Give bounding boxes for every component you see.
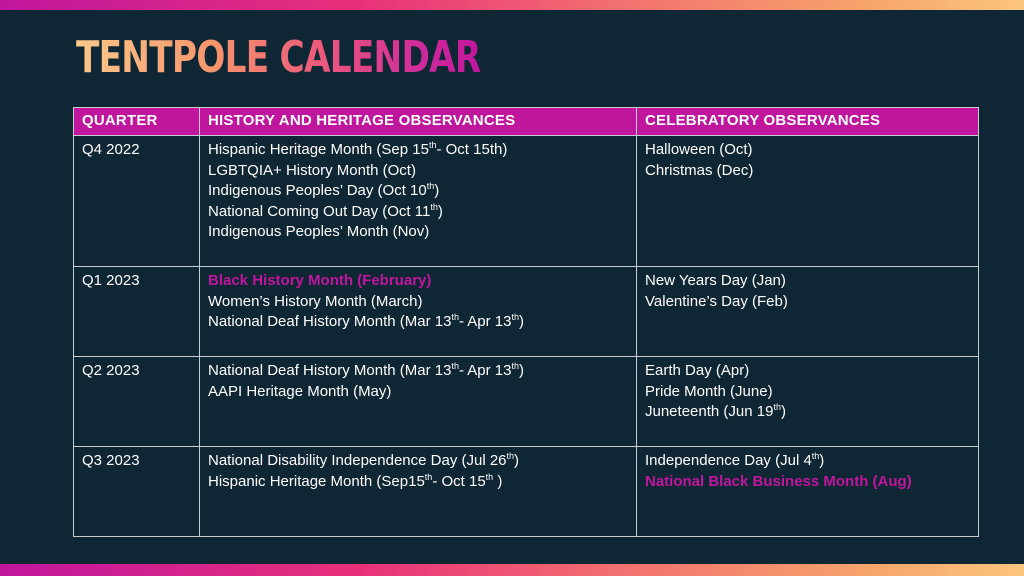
observance-text: Halloween (Oct) <box>645 141 753 158</box>
table-row <box>74 267 979 357</box>
quarter-cell: Q4 2022 <box>74 136 200 267</box>
table-row <box>74 136 979 267</box>
observance-text: ) <box>437 202 443 220</box>
observance-text: - Oct 15th) <box>436 141 508 158</box>
observance-item <box>208 312 628 333</box>
observance-item <box>645 382 970 403</box>
observance-text: Hispanic Heritage Month (Sep 15 <box>208 141 429 158</box>
observance-text: Pride Month (June) <box>645 382 773 400</box>
observance-text: Hispanic Heritage Month (Sep15 <box>208 472 425 490</box>
observance-item <box>645 161 970 182</box>
observance-text: New Years Day (Jan) <box>645 272 786 289</box>
history-cell <box>200 267 637 357</box>
ordinal-suffix: th <box>428 140 437 150</box>
observance-item <box>208 382 628 403</box>
ordinal-suffix: th <box>811 451 820 461</box>
observance-item <box>645 140 970 161</box>
observance-item <box>208 202 628 223</box>
observance-item <box>208 451 628 472</box>
observance-text: Earth Day (Apr) <box>645 362 750 379</box>
ordinal-suffix: th <box>430 201 438 212</box>
page-title: TENTPOLE CALENDAR <box>76 22 481 94</box>
celebratory-cell <box>637 136 979 267</box>
observance-item <box>645 451 970 472</box>
observance-text: ) <box>519 362 524 379</box>
observance-item <box>208 472 628 493</box>
observance-item <box>645 361 970 382</box>
observance-text: Indigenous Peoples’ Day (Oct 10 <box>208 182 427 199</box>
observance-item <box>208 361 628 382</box>
observance-item <box>645 292 970 313</box>
observance-text: Black History Month (February) <box>208 272 432 289</box>
celebratory-cell <box>637 267 979 357</box>
observance-text: ) <box>514 452 520 469</box>
table-row <box>74 357 979 447</box>
observance-text: ) <box>493 472 503 490</box>
observance-text: National Deaf History Month (Mar 13 <box>208 362 452 379</box>
table-row <box>74 447 979 537</box>
observance-item <box>208 292 628 313</box>
history-cell <box>200 447 637 537</box>
observance-text: ) <box>519 313 524 330</box>
observance-item <box>208 161 628 182</box>
ordinal-suffix: th <box>451 361 459 371</box>
quarter-cell: Q2 2023 <box>74 357 200 447</box>
ordinal-suffix: th <box>485 471 494 482</box>
observance-text: Indigenous Peoples’ Month (Nov) <box>208 223 430 240</box>
observance-text: ) <box>819 452 825 469</box>
observance-item <box>208 222 628 243</box>
ordinal-suffix: th <box>506 451 515 461</box>
history-cell <box>200 357 637 447</box>
observance-text: Independence Day (Jul 4 <box>645 452 812 469</box>
calendar-table <box>73 107 979 537</box>
observance-text: - Apr 13 <box>458 362 512 379</box>
observance-text: - Oct 15 <box>432 472 486 490</box>
header-history: HISTORY AND HERITAGE OBSERVANCES <box>200 108 637 136</box>
bottom-gradient-bar <box>0 564 1024 576</box>
header-celebratory: CELEBRATORY OBSERVANCES <box>637 108 979 136</box>
observance-text: LGBTQIA+ History Month (Oct) <box>208 161 416 179</box>
ordinal-suffix: th <box>511 361 519 371</box>
observance-text: Women’s History Month (March) <box>208 292 423 310</box>
ordinal-suffix: th <box>773 402 781 412</box>
observance-item <box>208 181 628 202</box>
observance-text: Juneteenth (Jun 19 <box>645 403 774 420</box>
observance-item <box>645 402 970 423</box>
observance-highlight <box>645 472 970 493</box>
observance-text: ) <box>780 403 786 420</box>
observance-text: ) <box>434 182 440 199</box>
quarter-cell: Q3 2023 <box>74 447 200 537</box>
celebratory-cell <box>637 447 979 537</box>
observance-text: National Deaf History Month (Mar 13 <box>208 313 452 330</box>
header-quarter: QUARTER <box>74 108 200 136</box>
top-gradient-bar <box>0 0 1024 10</box>
ordinal-suffix: th <box>451 312 459 322</box>
observance-item <box>208 140 628 161</box>
quarter-cell: Q1 2023 <box>74 267 200 357</box>
observance-highlight <box>208 271 628 292</box>
observance-text: - Apr 13 <box>458 313 512 330</box>
celebratory-cell <box>637 357 979 447</box>
observance-text: Christmas (Dec) <box>645 161 754 179</box>
observance-text: National Coming Out Day (Oct 11 <box>208 202 431 220</box>
observance-text: AAPI Heritage Month (May) <box>208 382 392 400</box>
observance-text: National Disability Independence Day (Jul 26 <box>208 452 507 469</box>
ordinal-suffix: th <box>511 312 519 322</box>
ordinal-suffix: th <box>424 471 433 482</box>
table-header-row <box>74 108 979 136</box>
history-cell <box>200 136 637 267</box>
ordinal-suffix: th <box>426 181 435 191</box>
observance-text: Valentine’s Day (Feb) <box>645 292 788 310</box>
observance-item <box>645 271 970 292</box>
observance-text: National Black Business Month (Aug) <box>645 472 912 490</box>
